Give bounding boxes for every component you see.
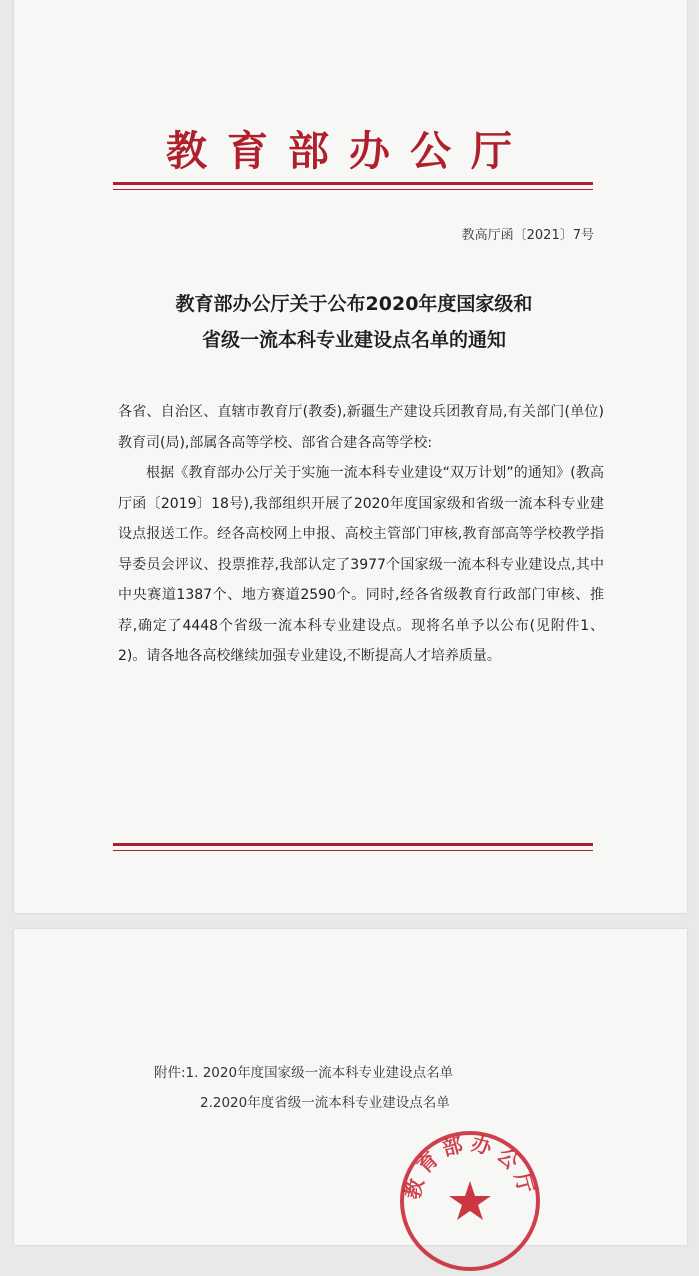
title-line-1: 教育部办公厅关于公布2020年度国家级和 [175,293,533,315]
footer-rule-thick [113,843,593,846]
official-seal [395,1126,545,1276]
header-rule-thick [113,182,593,185]
body-paragraph: 根据《教育部办公厅关于实施一流本科专业建设“双万计划”的通知》(教高厅函〔2019〕18号),我部组织开展了2020年度国家级和省级一流本科专业建设点报送工作。经各高校网上申报、高校主管部门审核,教育部高等学校教学指导委员会评议、投票推荐,我部认定了3977个国家级一流本科专业建设点,其中中央赛道1387个、地方赛道2590个。同时,经各省级教育行政部门审核、推荐,确定了4448个省级一流本科专业建设点。现将名单予以公布(见附件1、2)。请各地各高校继续加强专业建设,不断提高人才培养质量。 [118,465,604,664]
footer-rule-thin [113,850,593,851]
addressee: 各省、自治区、直辖市教育厅(教委),新疆生产建设兵团教育局,有关部门(单位)教育司(局),部属各高等学校、部省合建各高等学校: [118,404,604,451]
document-page-1 [14,0,687,913]
notice-body [118,397,604,672]
svg-text:教育部办公厅: 教育部办公厅 [400,1130,540,1202]
attachment-1: 附件:1. 2020年度国家级一流本科专业建设点名单 [154,1065,454,1081]
issuer-header: 教育部办公厅 [166,127,532,175]
attachment-2: 2.2020年度省级一流本科专业建设点名单 [200,1095,450,1111]
document-page-2 [14,929,687,1245]
header-rule-thin [113,189,593,190]
title-line-2: 省级一流本科专业建设点名单的通知 [201,329,506,351]
notice-title [84,286,624,358]
document-number: 教高厅函〔2021〕7号 [461,228,594,243]
attachments [154,1058,453,1118]
